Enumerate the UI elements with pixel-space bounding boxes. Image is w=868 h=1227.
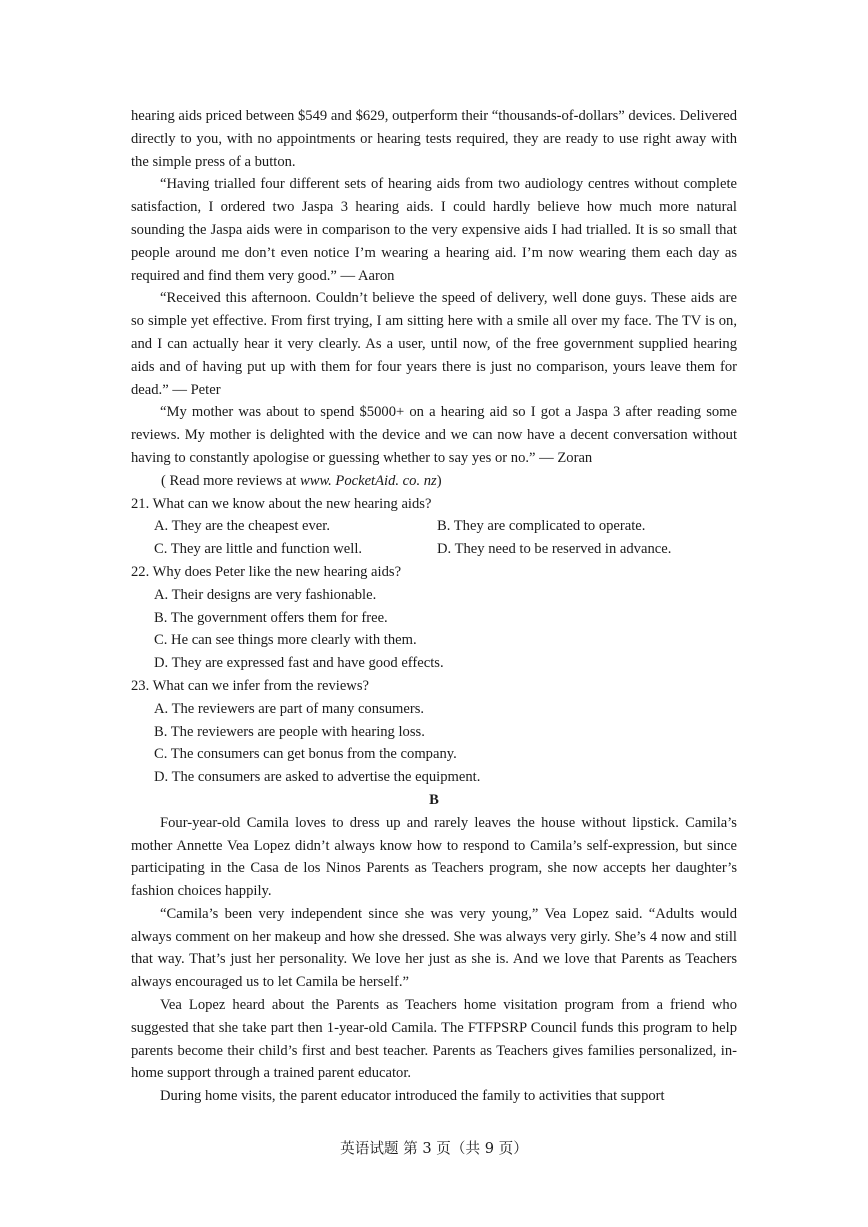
option-d: D. The consumers are asked to advertise the equipment. <box>154 769 481 786</box>
option-b: B. They are complicated to operate. <box>437 518 646 535</box>
passage-b-paragraph: Four-year-old Camila loves to dress up and rarely leaves the house without lipstick. Camila’s mother Annette Vea Lopez didn’t always know how to respond to Camila’s self-expression, but since participating in the Casa de los Ninos Parents as Teachers program, she now accepts her daughter’s fashion choices happily. <box>131 814 737 900</box>
passage-b-paragraph: Vea Lopez heard about the Parents as Teachers home visitation program from a friend who suggested that she take part then 1-year-old Camila. The FTFPSRP Council funds this program to help parents become their child’s first and best teacher. Parents as Teachers gives families personalized, in-home support through a trained parent educator. <box>131 997 737 1082</box>
reference-prefix: ( Read more reviews at <box>161 472 300 489</box>
option-d: D. They need to be reserved in advance. <box>437 541 672 558</box>
option-b: B. The government offers them for free. <box>154 609 388 626</box>
question-stem: 22. Why does Peter like the new hearing aids? <box>131 563 402 580</box>
question-23 <box>131 675 737 789</box>
page-content <box>131 105 737 1108</box>
section-b-title: B <box>429 791 439 808</box>
reference-url: www. PocketAid. co. nz <box>300 472 437 489</box>
reviews-reference <box>131 470 737 493</box>
option-row <box>131 515 737 538</box>
option-b: B. The reviewers are people with hearing loss. <box>154 723 425 740</box>
option-c: C. The consumers can get bonus from the company. <box>154 746 457 763</box>
option-c: C. He can see things more clearly with them. <box>154 632 417 649</box>
option-d: D. They are expressed fast and have good effects. <box>154 655 444 672</box>
question-stem: 23. What can we infer from the reviews? <box>131 677 369 694</box>
passage-b-paragraph: During home visits, the parent educator introduced the family to activities that support <box>160 1088 665 1105</box>
option-a: A. Their designs are very fashionable. <box>154 586 377 603</box>
passage-a-paragraph: hearing aids priced between $549 and $629, outperform their “thousands-of-dollars” devices. Delivered directly to you, with no appointments or hearing tests required, they are ready to use right away with the simple press of a button. <box>131 108 737 170</box>
option-c: C. They are little and function well. <box>154 541 363 558</box>
passage-a-review-zoran: “My mother was about to spend $5000+ on a hearing aid so I got a Jaspa 3 after reading some reviews. My mother is delighted with the device and we can now have a decent conversation without having to constantly apologise or guessing whether to say yes or no.” — Zoran <box>131 404 737 466</box>
question-22 <box>131 561 737 675</box>
question-stem: 21. What can we know about the new hearing aids? <box>131 495 432 512</box>
passage-b-paragraph: “Camila’s been very independent since she was very young,” Vea Lopez said. “Adults would always comment on her makeup and how she dressed. She was always very girly. She’s 4 now and still that way. That’s just her personality. We love her just as she is. And we love that Parents as Teachers always encouraged us to let Camila be herself.” <box>131 905 737 991</box>
option-a: A. The reviewers are part of many consumers. <box>154 700 425 717</box>
page-footer: 英语试题 第 3 页（共 9 页） <box>340 1140 528 1157</box>
reference-suffix: ) <box>436 472 442 489</box>
passage-a-review-peter: “Received this afternoon. Couldn’t believe the speed of delivery, well done guys. These aids are so simple yet effective. From first trying, I am sitting here with a smile all over my face. The TV is on, and I can actually hear it very clearly. As a user, until now, of the free government supplied hearing aids and of having put up with them for four years there is just no comparison, yours leave them for dead.” — Peter <box>131 290 737 398</box>
option-row <box>131 538 737 561</box>
option-a: A. They are the cheapest ever. <box>154 518 330 535</box>
question-21 <box>131 493 737 561</box>
passage-a-review-aaron: “Having trialled four different sets of hearing aids from two audiology centres without complete satisfaction, I ordered two Jaspa 3 hearing aids. I could hardly believe how much more natural sounding the Jaspa aids were in comparison to the very expensive aids I had trialled. It is so small that people around me don’t even notice I’m wearing a hearing aid. I’m now wearing them each day as required and find them very good.” — Aaron <box>131 176 737 284</box>
